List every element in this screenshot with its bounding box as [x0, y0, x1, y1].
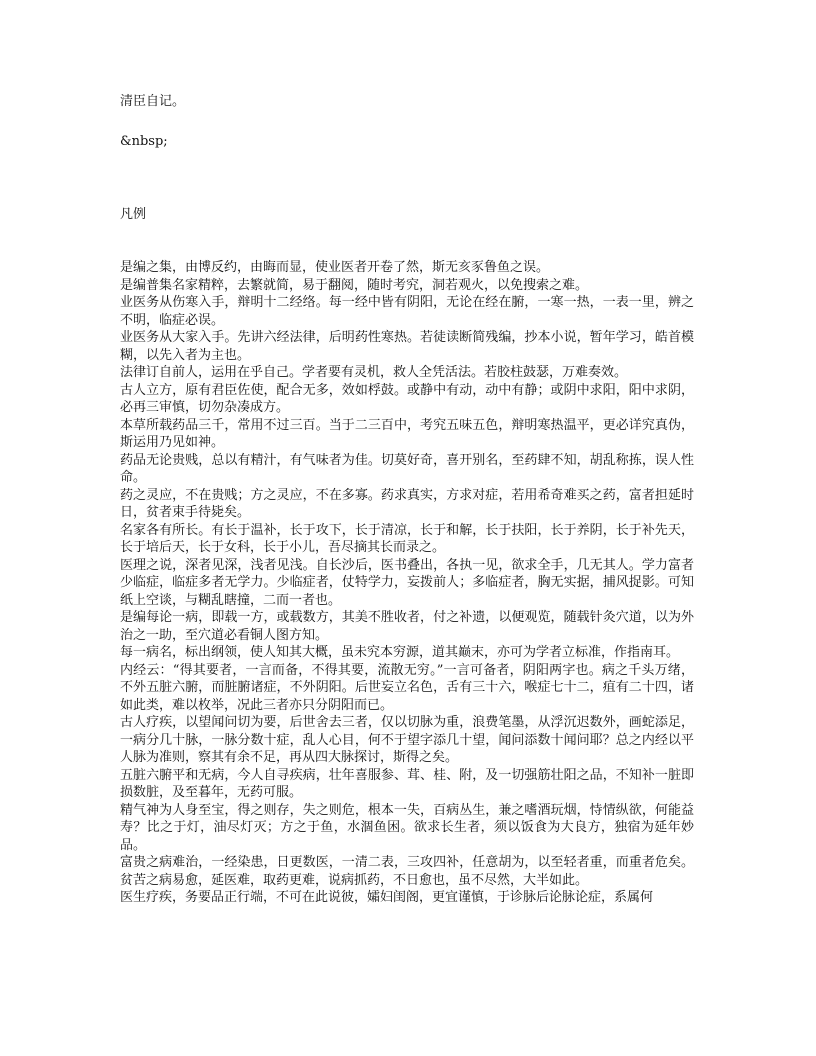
paragraph: 古人疗疾，以望闻问切为要，后世舍去三者，仅以切脉为重，浪费笔墨，从浮沉迟数外，画蛇添足，一病分几十脉，一脉分数十症，乱人心目，何不于望字添几十望，闻问添数十闻问耶？总之内经以平人脉为准则，察其有余不足，再从四大脉探讨，斯得之矣。 — [120, 715, 694, 765]
paragraph: 医理之说，深者见深，浅者见浅。自长沙后，医书叠出，各执一见，欲求全手，几无其人。学力富者少临症，临症多者无学力。少临症者，仗特学力，妄拨前人；多临症者，胸无实据，捕风捉影。可知纸上空谈，与糊乱瞎撞，二而一者也。 — [120, 557, 694, 608]
paragraph: 每一病名，标出纲领，使人知其大概，虽未究本穷源，道其巅末，亦可为学者立标准，作指南耳。 — [120, 645, 680, 660]
body-paragraphs — [120, 259, 694, 907]
paragraph: 是编之集，由博反约，由晦而显，使业医者开卷了然，斯无亥豕鲁鱼之误。 — [120, 260, 550, 275]
paragraph: 古人立方，原有君臣佐使，配合无多，效如桴鼓。或静中有动，动中有静；或阴中求阳，阳中求阴，必再三审慎，切勿杂凑成方。 — [120, 382, 694, 415]
paragraph: 医生疗疾，务要品正行端，不可在此说彼，孀妇闺阁，更宜谨慎，于诊脉后论脉论症，系属何 — [120, 890, 654, 905]
nbsp-literal-line: &nbsp; — [120, 134, 168, 149]
paragraph: 内经云：“得其要者，一言而备，不得其要，流散无穷。”一言可备者，阴阳两字也。病之千头万绪，不外五脏六腑，而脏腑诸症，不外阴阳。后世妄立名色，舌有三十六，喉症七十二，疽有二十四，诸如此类，难以枚举，况此三者亦只分阴阳而已。 — [120, 662, 694, 713]
paragraph: 本草所载药品三千，常用不过三百。当于二三百中，考究五味五色，辩明寒热温平，更必详究真伪，斯运用乃见如神。 — [120, 417, 694, 450]
paragraph: 名家各有所长。有长于温补，长于攻下，长于清凉，长于和解，长于扶阳，长于养阴，长于补先天，长于培后天，长于女科，长于小儿，吾尽摘其长而录之。 — [120, 522, 694, 555]
paragraph: 药品无论贵贱，总以有精汁，有气味者为佳。切莫好奇，喜开别名，至药肆不知，胡乱称拣，误人性命。 — [120, 452, 694, 485]
paragraph: 是编每论一病，即载一方，或载数方，其美不胜收者，付之补遗，以便观览，随载针灸穴道，以为外治之一助，至穴道必看铜人图方知。 — [120, 610, 694, 643]
intro-line: 清臣自记。 — [120, 94, 186, 109]
paragraph: 业医务从伤寒入手，辩明十二经络。每一经中皆有阴阳，无论在经在腑，一寒一热，一表一里，辨之不明，临症必误。 — [120, 295, 694, 328]
paragraph: 法律订自前人，运用在乎自己。学者要有灵机，救人全凭活法。若胶柱鼓瑟，万难奏效。 — [120, 365, 628, 380]
section-title: 凡例 — [120, 207, 147, 222]
paragraph: 业医务从大家入手。先讲六经法律，后明药性寒热。若徒读断简残编，抄本小说，暂年学习，皓首模糊，以先入者为主也。 — [120, 330, 694, 363]
paragraph: 富贵之病难治，一经染患，日更数医，一清二表，三攻四补，任意胡为，以至轻者重，而重者危矣。贫苦之病易愈，延医难，取药更难，说病抓药，不日愈也，虽不尽然，大半如此。 — [120, 855, 694, 888]
paragraph: 五脏六腑平和无病，今人自寻疾病，壮年喜服参、茸、桂、附，及一切强筋壮阳之品，不知补一脏即损数脏，及至暮年，无药可服。 — [120, 767, 694, 800]
paragraph: 药之灵应，不在贵贱；方之灵应，不在多寡。药求真实，方求对症，若用希奇难买之药，富者担延时日，贫者束手待毙矣。 — [120, 487, 694, 520]
paragraph: 是编普集名家精粹，去繁就简，易于翻阅，随时考究，洞若观火，以免搜索之难。 — [120, 277, 589, 293]
paragraph: 精气神为人身至宝，得之则存，失之则危，根本一失，百病丛生，兼之嗜酒玩烟，恃情纵欲，何能益寿？比之于灯，油尽灯灭；方之于鱼，水涸鱼困。欲求长生者，须以饭食为大良方，独宿为延年妙品。 — [120, 802, 694, 853]
